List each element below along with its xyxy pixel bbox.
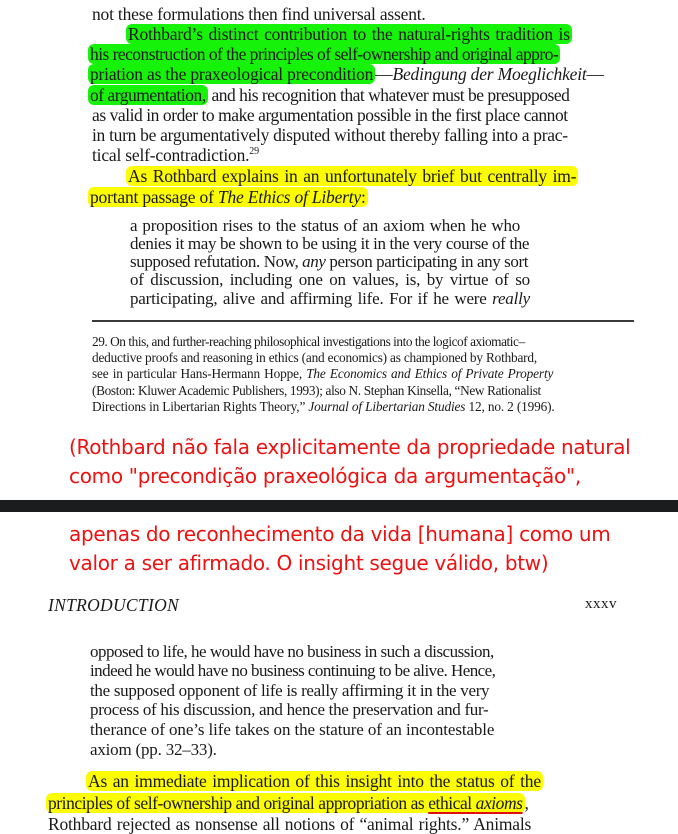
green-highlight: of argumentation, <box>90 85 206 105</box>
annotation-comment: apenas do reconhecimento da vida [humana] como um <box>69 522 611 546</box>
highlighted-line <box>126 166 578 186</box>
footnote-rule <box>92 320 634 322</box>
text-line <box>88 64 604 84</box>
footnote-number: 29. <box>92 334 108 349</box>
footnote-line: 29. On this, and further-reaching philosophical investigations into the logicof axiomatic– <box>92 334 525 349</box>
book-title: The Economics and Ethics of Private Property <box>306 366 554 381</box>
emphasis: any <box>302 252 326 271</box>
quote-line: process of his discussion, and hence the preservation and fur- <box>90 700 489 719</box>
running-head: INTRODUCTION <box>48 595 179 615</box>
highlighted-line: principles of self-ownership and original appropriation as ethical axioms , <box>48 793 529 813</box>
yellow-highlight: As an immediate implication of this insight into the status of the <box>88 771 541 791</box>
annotation-comment: como "precondição praxeológica da argumentação", <box>69 464 581 488</box>
footnote-ref[interactable]: 29 <box>249 146 259 158</box>
highlighted-line <box>126 24 572 44</box>
green-highlight: his reconstruction of the principles of self-ownership and original appro- <box>90 44 559 64</box>
quote-line: the supposed opponent of life is really affirming it in the very <box>90 681 490 700</box>
text-line <box>88 85 569 105</box>
quote-line: indeed he would have no business continuing to be alive. Hence, <box>90 661 496 680</box>
text-span: and his recognition that whatever must be presupposed <box>207 85 570 105</box>
highlighted-line <box>88 44 560 64</box>
yellow-highlight: principles of self-ownership and original appropriation as ethical axioms <box>48 793 523 813</box>
italic-term: Bedingung der Moeglichkeit <box>392 64 587 84</box>
text-line: not these formulations then find universal assent. <box>92 4 426 24</box>
em-dash: — <box>586 64 604 84</box>
quote-line: therance of one’s life takes on the stature of an incontestable <box>90 720 495 739</box>
green-highlight: priation as the praxeological precondition <box>90 64 374 84</box>
footnote-line: deductive proofs and reasoning in ethics (and economics) as championed by Rothbard, <box>92 350 537 365</box>
journal-title: Journal of Libertarian Studies <box>308 399 466 414</box>
annotation-comment: valor a ser afirmado. O insight segue válido, btw) <box>69 551 549 575</box>
annotation-comment: (Rothbard não fala explicitamente da propriedade natural <box>69 435 631 459</box>
highlighted-line <box>86 771 543 791</box>
quote-line: a proposition rises to the status of an axiom when he who <box>130 216 521 235</box>
quote-line: supposed refutation. Now, any person participating in any sort <box>130 252 529 271</box>
quote-line: opposed to life, he would have no business in such a discussion, <box>90 642 494 661</box>
green-highlight: Rothbard’s distinct contribution to the natural-rights tradition is <box>128 24 570 44</box>
page-divider-bar <box>0 500 678 512</box>
text-line <box>92 145 259 165</box>
quote-line: axiom (pp. 32–33). <box>90 740 217 759</box>
red-underlined-phrase: ethical axioms <box>428 793 523 813</box>
text-line: as valid in order to make argumentation possible in the first place cannot <box>92 105 568 125</box>
text-line: Rothbard rejected as nonsense all notions of “animal rights.” Animals <box>48 814 532 834</box>
highlighted-line <box>88 187 368 207</box>
yellow-highlight: portant passage of The Ethics of Liberty: <box>90 187 366 207</box>
quote-line: of discussion, including one on values, is, by virtue of so <box>130 270 530 289</box>
quote-line: participating, alive and affirming life. For if he were really <box>130 289 530 308</box>
text-span: tical self-contradiction. <box>92 145 250 165</box>
footnote-line: see in particular Hans-Hermann Hoppe, The Economics and Ethics of Private Property <box>92 366 554 381</box>
page-number: xxxv <box>585 596 617 612</box>
footnote-line: Directions in Libertarian Rights Theory,” Journal of Libertarian Studies 12, no. 2 (1996). <box>92 399 555 414</box>
text-line: in turn be argumentatively disputed without thereby falling into a prac- <box>92 125 568 145</box>
footnote-line: (Boston: Kluwer Academic Publishers, 1993); also N. Stephan Kinsella, “New Rationalist <box>92 383 541 398</box>
emphasis: really <box>492 289 530 308</box>
quote-line: denies it may be shown to be using it in the very course of the <box>130 234 530 253</box>
yellow-highlight: As Rothbard explains in an unfortunately brief but centrally im- <box>128 166 577 186</box>
em-dash: — <box>375 64 393 84</box>
book-title: The Ethics of Liberty <box>217 187 361 207</box>
